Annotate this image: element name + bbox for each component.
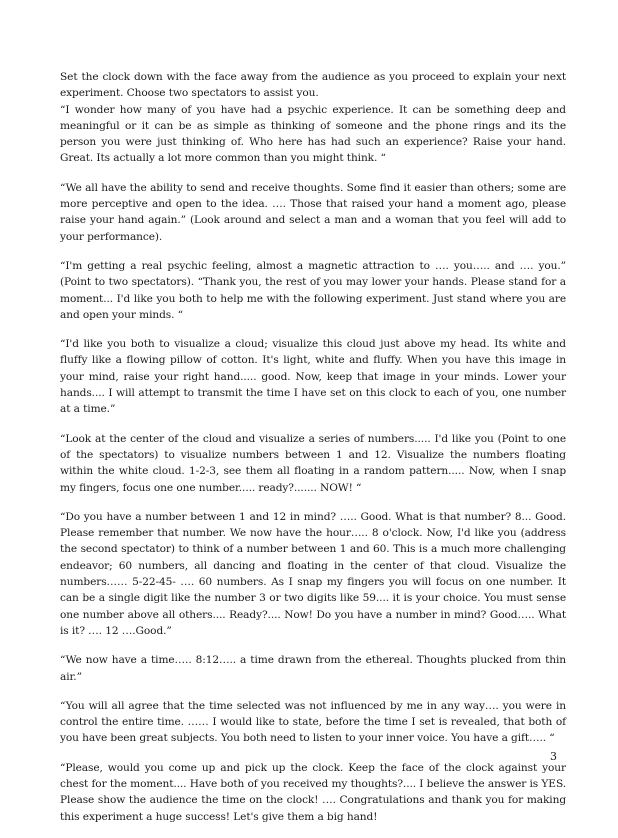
paragraph-not-influenced: “You will all agree that the time selected was not influenced by me in any way…. you were in control the entire time. …… I would like to state, before the time I set is revealed, that both of you have been great subjects. You both need to listen to your inner voice. You have a gift….. “	[60, 699, 566, 745]
paragraph-center-of-cloud: “Look at the center of the cloud and visualize a series of numbers..... I'd like you (Point to one of the spectators) to visualize numbers between 1 and 12. Visualize the numbers floating within the white cloud. 1-2-3, see them all floating in a random pattern..... Now, when I snap my fingers, focus one one number..... ready?....... NOW! “	[60, 432, 566, 494]
paragraph-intro: Set the clock down with the face away from the audience as you proceed to explain your next experiment. Choose two spectators to assist you.	[60, 71, 566, 100]
document-body	[60, 69, 566, 838]
paragraph-psychic-experience: “I wonder how many of you have had a psychic experience. It can be something deep and meaningful or it can be as simple as thinking of someone and the phone rings and its the person you were just thinking of. Who here has had such an experience? Raise your hand. Great. Its actually a lot more common than you might think. “	[60, 103, 566, 165]
paragraph-number-between: “Do you have a number between 1 and 12 in mind? ….. Good. What is that number? 8... Good. Please remember that number. We now have the hour….. 8 o'clock. Now, I'd like you (address the second spectator) to think of a number between 1 and 60. This is a much more challenging endeavor; 60 numbers, all dancing and floating in the center of that cloud. Visualize the numbers…… 5-22-45- …. 60 numbers. As I snap my fingers you will focus on one number. It can be a single digit like the number 3 or two digits like 59.... it is your choice. You must sense one number above all others.... Ready?.... Now! Do you have a number in mind? Good….. What is it? …. 12 ….Good.”	[60, 510, 566, 637]
paragraph-time-drawn: “We now have a time….. 8:12….. a time drawn from the ethereal. Thoughts plucked from thin air.”	[60, 654, 566, 683]
paragraph-magnetic-attraction: “I'm getting a real psychic feeling, almost a magnetic attraction to …. you….. and …. you.” (Point to two spectators). “Thank you, the rest of you may lower your hands. Please stand for a moment... I'd like you both to help me with the following experiment. Just stand where you are and open your minds. “	[60, 259, 566, 321]
paragraph-pick-up-clock: “Please, would you come up and pick up the clock. Keep the face of the clock against your chest for the moment.... Have both of you received my thoughts?.... I believe the answer is YES. Please show the audience the time on the clock! …. Congratulations and thank you for making this experiment a huge success! Let's give them a big hand!	[60, 761, 566, 823]
paragraph-send-receive: “We all have the ability to send and receive thoughts. Some find it easier than others; some are more perceptive and open to the idea. …. Those that raised your hand a moment ago, please raise your hand again.” (Look around and select a man and a woman that you feel will add to your performance).	[60, 181, 566, 243]
page-number: 3	[550, 750, 557, 763]
paragraph-visualize-cloud: “I'd like you both to visualize a cloud; visualize this cloud just above my head. Its white and fluffy like a flowing pillow of cotton. It's light, white and fluffy. When you have this image in your mind, raise your right hand..... good. Now, keep that image in your minds. Lower your hands.... I will attempt to transmit the time I have set on this clock to each of you, one number at a time.”	[60, 338, 566, 416]
